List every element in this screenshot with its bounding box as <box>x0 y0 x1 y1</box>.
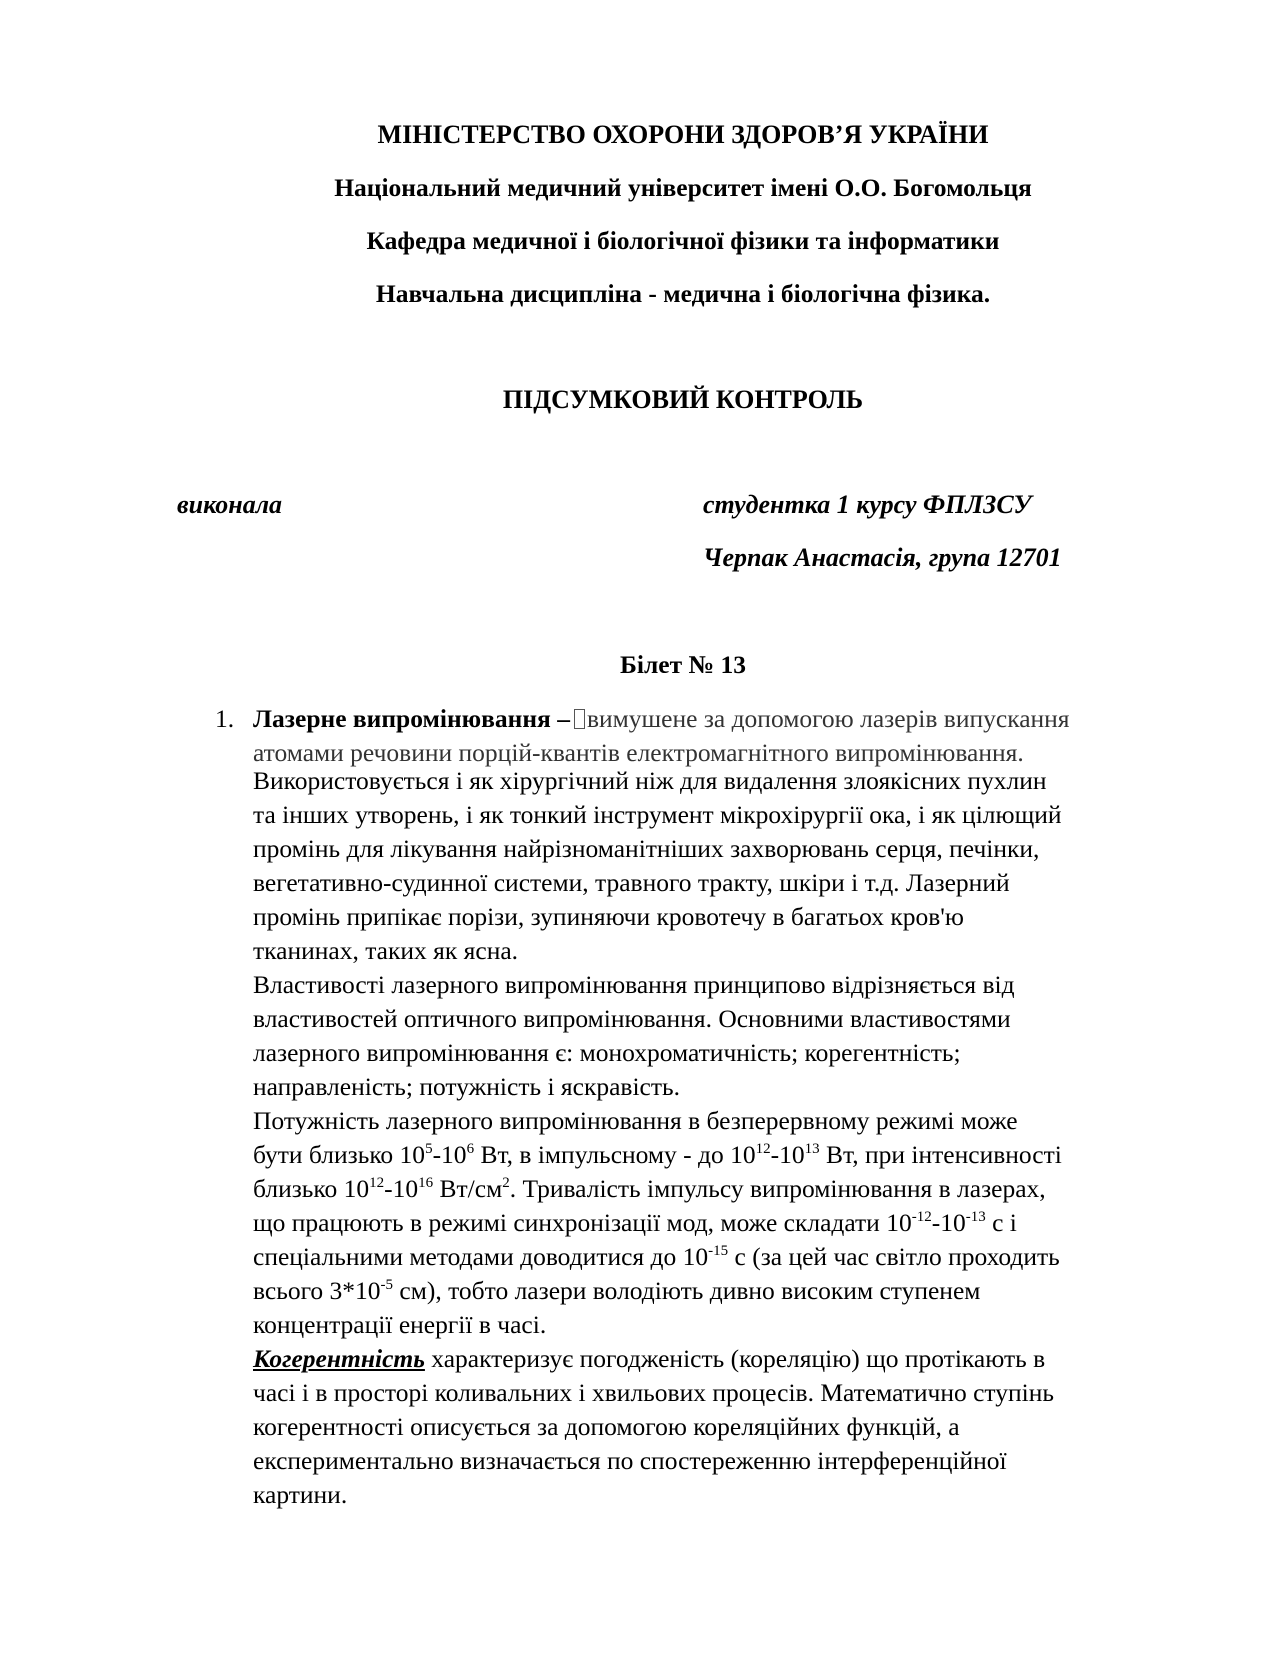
usage-line: тканинах, таких як ясна. <box>253 936 519 965</box>
power-line: Потужність лазерного випромінювання в безперервному режимі може <box>253 1106 1018 1135</box>
student-info-line1: студентка 1 курсу ФПЛЗСУ <box>703 490 1032 519</box>
coherence-line: картини. <box>253 1480 348 1509</box>
usage-line: вегетативно-судинної системи, травного тракту, шкіри і т.д. Лазерний <box>253 868 1010 897</box>
performer-label: виконала <box>177 490 283 519</box>
missing-glyph-icon <box>574 709 585 729</box>
coherence-term: Когерентність <box>253 1344 425 1373</box>
power-line: що працюють в режимі синхронізації мод, може складати $10^{-12}-10^{-13}$ с і <box>253 1208 1017 1237</box>
power-line: бути близько $10^5-10^6$ Вт, в імпульсному - до $10^{12}-10^{13}$ Вт, при інтенсивності <box>253 1140 1062 1169</box>
properties-line: властивостей оптичного випромінювання. Основними властивостями <box>253 1004 1011 1033</box>
power-line: всього $3*10^{-5}$ см), тобто лазери володіють дивно високим ступенем <box>253 1276 981 1305</box>
definition-line2: атомами речовини порцій-квантів електромагнітного випромінювання. <box>253 738 1024 767</box>
definition-line1 <box>253 702 1200 736</box>
ministry-heading: МІНІСТЕРСТВО ОХОРОНИ ЗДОРОВ’Я УКРАЇНИ <box>377 120 989 149</box>
power-line: концентрації енергії в часі. <box>253 1310 547 1339</box>
discipline-heading: Навчальна дисципліна - медична і біологічна фізика. <box>375 279 991 308</box>
definition-text: вимушене за допомогою лазерів випускання <box>586 704 1070 733</box>
properties-line: направленість; потужність і яскравість. <box>253 1072 681 1101</box>
coherence-line: експериментально визначається по спостереженню інтерференційної <box>253 1446 1007 1475</box>
usage-line: промінь припікає порізи, зупиняючи кровотечу в багатьох кров'ю <box>253 902 964 931</box>
answer-block <box>215 702 1200 1512</box>
usage-line: Використовується і як хірургічний ніж для видалення злоякісних пухлин <box>253 766 1047 795</box>
answer-number: 1. <box>215 704 235 733</box>
usage-line: та інших утворень, і як тонкий інструмент мікрохірургії ока, і як цілющий <box>253 800 1062 829</box>
coherence-line: Когерентність характеризує погодженість (кореляцію) що протікають в <box>253 1344 1046 1373</box>
coherence-line: часі і в просторі коливальних і хвильових процесів. Математично ступінь <box>253 1378 1054 1407</box>
ticket-title: Білет № 13 <box>620 650 746 679</box>
power-line: спеціальними методами доводитися до $10^{-15}$ с (за цей час світло проходить <box>253 1242 1060 1271</box>
answer-body <box>253 702 1200 1512</box>
department-heading: Кафедра медичної і біологічної фізики та інформатики <box>366 226 1000 255</box>
coherence-line: когерентності описується за допомогою кореляційних функцій, а <box>253 1412 960 1441</box>
definition-term: Лазерне випромінювання – <box>253 704 570 733</box>
properties-line: лазерного випромінювання є: монохроматичність; корегентність; <box>253 1038 961 1067</box>
properties-line: Властивості лазерного випромінювання принципово відрізняється від <box>253 970 1015 999</box>
document-title: ПІДСУМКОВИЙ КОНТРОЛЬ <box>502 385 864 414</box>
university-heading: Національний медичний університет імені О.О. Богомольця <box>334 173 1032 202</box>
power-line: близько $10^{12}-10^{16}$ $Вт/см^2$. Тривалість імпульсу випромінювання в лазерах, <box>253 1174 1046 1203</box>
student-info-line2: Черпак Анастасія, група 12701 <box>703 543 1062 572</box>
usage-line: промінь для лікування найрізноманітніших захворювань серця, печінки, <box>253 834 1040 863</box>
